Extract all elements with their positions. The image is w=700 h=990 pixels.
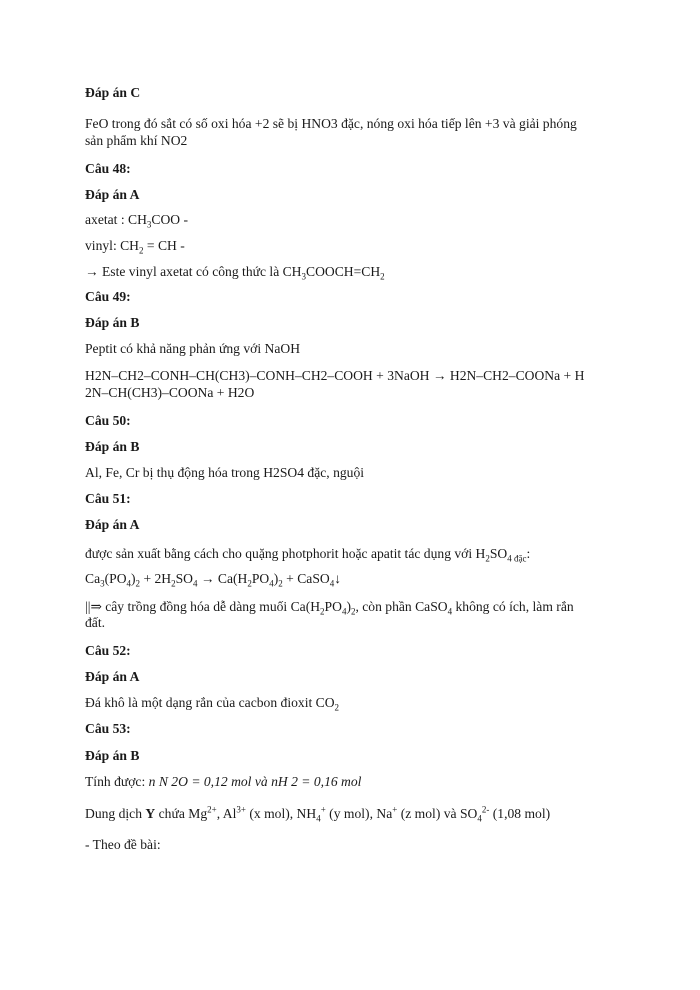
question-heading: Câu 52:	[85, 643, 131, 658]
question-heading: Câu 53:	[85, 721, 131, 736]
math-expression: n N 2O = 0,12 mol và nH 2 = 0,16 mol	[148, 774, 362, 789]
answer-heading: Đáp án A	[85, 669, 140, 684]
answer-heading: Đáp án B	[85, 315, 140, 330]
answer-heading: Đáp án A	[85, 517, 140, 532]
math-line: Tính được: n N 2O = 0,12 mol và nH 2 = 0,16 mol	[85, 774, 362, 789]
paragraph: ||⇒ cây trồng đồng hóa dễ dàng muối $Ca(H_2PO_4)_2$, còn phần CaSO$_4$ không có ích, làm rắn	[85, 599, 574, 617]
paragraph: Peptit có khả năng phản ứng với NaOH	[85, 341, 301, 356]
equation-line: $Ca_3(PO_4)_2 + 2H_2SO_4 \to Ca(H_2PO_4)_2$ + CaSO$_4$↓	[85, 571, 342, 589]
question-heading: Câu 50:	[85, 413, 131, 428]
equation-line: H2N–CH2–CONH–CH(CH3)–CONH–CH2–COOH + 3NaOH → H2N–CH2–COONa + H	[85, 368, 585, 383]
answer-heading: Đáp án B	[85, 748, 140, 763]
paragraph: sản phẩm khí NO2	[85, 133, 188, 148]
paragraph: Al, Fe, Cr bị thụ động hóa trong H2SO4 đặc, nguội	[85, 465, 365, 480]
paragraph: Dung dịch Y chứa $Mg^{2+}$, $Al^{3+}$ (x mol), $NH_4^+$ (y mol), Na+ (z mol) và $SO_4^{2-}$ (1,08 mol)	[85, 804, 551, 824]
answer-heading: Đáp án A	[85, 187, 140, 202]
paragraph: được sản xuất bằng cách cho quặng photphorit hoặc apatit tác dụng với $H_2SO_{4 đặc}$:	[85, 546, 531, 564]
formula-line: → Este vinyl axetat có công thức là $CH_3COOCH=CH_2$	[85, 264, 385, 282]
paragraph: Đá khô là một dạng rắn của cacbon đioxit $CO_2$	[85, 695, 340, 713]
paragraph: - Theo đề bài:	[85, 837, 161, 852]
formula-line: axetat : $CH_3COO$ -	[85, 212, 189, 230]
equation-line: 2N–CH(CH3)–COONa + H2O	[85, 385, 255, 400]
formula-line: vinyl: $CH_2$ = CH -	[85, 238, 185, 256]
question-heading: Câu 49:	[85, 289, 131, 304]
answer-heading: Đáp án B	[85, 439, 140, 454]
paragraph: FeO trong đó sắt có số oxi hóa +2 sẽ bị HNO3 đặc, nóng oxi hóa tiếp lên +3 và giải phóng	[85, 116, 577, 131]
question-heading: Câu 48:	[85, 161, 131, 176]
paragraph: đất.	[85, 615, 106, 630]
question-heading: Câu 51:	[85, 491, 131, 506]
answer-heading: Đáp án C	[85, 85, 141, 100]
